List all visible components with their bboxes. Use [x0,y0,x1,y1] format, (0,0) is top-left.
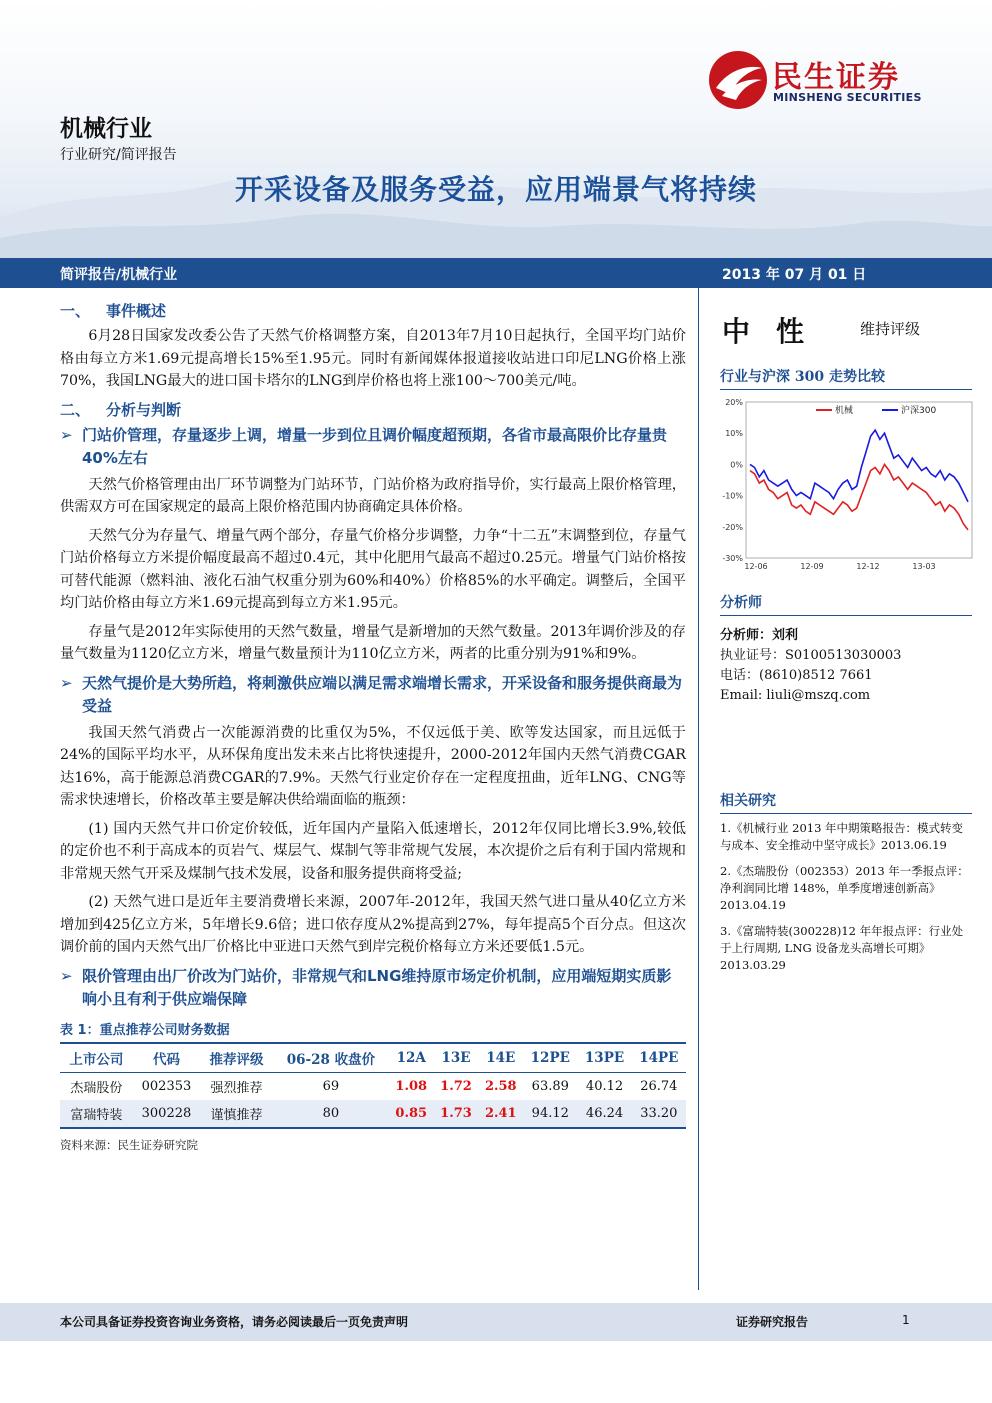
table-cell: 69 [322,1078,340,1094]
series-line-hs300 [750,430,968,502]
arrow-icon: ➢ [60,425,73,444]
bullet-heading: ➢ 限价管理由出厂价改为门站价，非常规气和LNG维持原市场定价机制，应用端短期实质影响小且有利于供应端保障 [60,966,672,1008]
section-heading-1: 一、 事件概述 [60,302,167,320]
chart-heading: 行业与沪深 300 走势比较 [720,366,972,390]
bar-left-label: 简评报告/机械行业 [60,267,178,283]
table-row [60,1072,686,1100]
table-header-cell: 12PE [523,1043,577,1073]
y-tick-label: -10% [722,491,743,501]
x-tick-label: 12-09 [800,562,824,571]
arrow-icon: ➢ [60,966,73,985]
table-cell: 40.12 [585,1078,624,1094]
y-tick-label: 20% [725,398,743,407]
footer [0,1303,992,1341]
y-tick-label: 10% [725,429,743,439]
table-cell: 002353 [141,1078,192,1094]
rating-sub: 维持评级 [860,320,921,338]
table-header-cell: 13E [434,1043,479,1073]
table-cell: 1.08 [395,1078,428,1094]
table-header-cell: 13PE [577,1043,631,1073]
analyst-info [720,626,901,706]
rating: 中性 [722,315,831,348]
table-cell: 94.12 [523,1100,577,1128]
x-tick-label: 13-03 [912,562,936,571]
table-cell: 杰瑞股份 [70,1080,123,1096]
report-title: 开采设备及服务受益，应用端景气将持续 [234,173,757,206]
analyst-phone: 电话：(8610)8512 7661 [720,668,873,683]
column-divider [698,288,699,1290]
paragraph: (2) 天然气进口是近年主要消费增长来源，2007年-2012年，我国天然气进口量从40亿立方米增加到425亿立方米，5年增长9.6倍；进口依存度从2%提高到27%，每年提高5个百分点。但这次调价前的国内天然气出厂价格比中亚进口天然气到岸完税价格每立方米还要低1.5元。 [60,894,686,955]
section-heading-2: 二、 分析与判断 [60,400,182,419]
table-header-cell: 14E [478,1043,523,1073]
table-cell: 63.89 [531,1078,569,1094]
report-date: 2013 年 07 月 01 日 [722,267,867,283]
table-title: 表 1：重点推荐公司财务数据 [60,1022,230,1038]
related-item[interactable]: 2.《杰瑞股份（002353）2013 年一季报点评：净利润同比增 148%，单季度增速创新高》2013.04.19 [720,864,969,912]
table-cell: 2.41 [478,1100,523,1128]
table-cell: 26.74 [640,1078,678,1094]
table-row [60,1100,686,1128]
analyst-cert: 执业证号：S0100513030003 [720,648,902,663]
table-cell: 强烈推荐 [210,1080,263,1096]
page-number: 1 [902,1313,910,1327]
table-header-cell: 上市公司 [60,1043,133,1073]
financial-table [60,1042,686,1129]
table-source: 资料来源：民生证券研究院 [60,1137,198,1152]
paragraph: 存量气是2012年实际使用的天然气数量，增量气是新增加的天然气数量。2013年调价涉及的存量气数量为1120亿立方米，增量气数量预计为110亿立方米，两者的比重分别为91%和9%。 [60,623,686,662]
table-header-row [60,1043,686,1073]
bullet-heading: ➢ 门站价管理，存量逐步上调，增量一步到位且调价幅度超预期，各省市最高限价比存量贵40%左右 [60,425,668,467]
table-header-cell: 14PE [632,1043,686,1073]
industry-label: 机械行业 [60,116,152,142]
table-cell: 0.85 [389,1100,434,1128]
table-header-cell: 12A [389,1043,434,1073]
paragraph: 6月28日国家发改委公告了天然气价格调整方案，自2013年7月10日起执行，全国平均门站价格由每立方米1.69元提高增长15%至1.95元。同时有新闻媒体报道接收站进口印尼LNG价格上涨70%，我国LNG最大的进口国卡塔尔的LNG到岸价格也将上涨100～700美元/吨。 [60,328,686,389]
paragraph: 我国天然气消费占一次能源消费的比重仅为5%，不仅远低于美、欧等发达国家，而且远低于24%的国际平均水平，从环保角度出发未来占比将快速提升，2000-2012年国内天然气消费CGAR达16%，高于能源总消费CGAR的7.9%。天然气行业定价存在一定程度扭曲，近年LNG、CNG等需求快速增长，价格改革主要是解决供给端面临的瓶颈： [60,724,686,808]
minsheng-logo-icon [708,50,768,110]
table-cell: 谨慎推荐 [200,1100,273,1128]
table-cell: 1.73 [434,1100,479,1128]
related-item[interactable]: 3.《富瑞特装(300228)12 年年报点评：行业处于上行周期, LNG 设备龙头高增长可期》2013.03.29 [720,924,964,972]
table-cell: 300228 [133,1100,200,1128]
table-header-cell: 代码 [133,1043,200,1073]
table-cell: 2.58 [484,1078,517,1094]
x-tick-label: 12-06 [744,562,768,571]
footer-label: 证券研究报告 [736,1315,809,1329]
footer-disclaimer: 本公司具备证券投资咨询业务资格，请务必阅读最后一页免责声明 [60,1315,409,1329]
paragraph: 天然气价格管理由出厂环节调整为门站环节，门站价格为政府指导价，实行最高上限价格管理，供需双方可在国家规定的最高上限价格范围内协商确定具体价格。 [60,476,686,515]
table-cell: 富瑞特装 [60,1100,133,1128]
bullet-heading: ➢ 天然气提价是大势所趋，将刺激供应端以满足需求端增长需求，开采设备和服务提供商最为受益 [60,673,683,715]
analyst-heading: 分析师 [720,592,972,616]
legend-label: 沪深300 [901,406,937,416]
arrow-icon: ➢ [60,673,73,692]
table-header-cell: 06-28 收盘价 [273,1043,389,1073]
table-cell: 1.72 [440,1078,472,1094]
table-cell: 33.20 [632,1100,686,1128]
x-tick-label: 12-12 [856,562,880,571]
logo-text-cn: 民生证券 [772,60,900,95]
logo-text-en: MINSHENG SECURITIES [773,91,922,104]
trend-chart [720,394,974,574]
paragraph: 天然气分为存量气、增量气两个部分，存量气价格分步调整，力争“十二五”末调整到位，存量气门站价格每立方米提价幅度最高不超过0.4元，其中化肥用气最高不超过0.25元。增量气门站价格按可替代能源（燃料油、液化石油气权重分别为60%和40%）价格85%的水平确定。调整后，全国平均门站价格由每立方米1.69元提高到每立方米1.95元。 [60,527,686,611]
report-type: 行业研究/简评报告 [60,147,177,163]
section-bar [0,258,992,288]
related-item[interactable]: 1.《机械行业 2013 年中期策略报告：模式转变与成本、安全推动中坚守成长》2013.06.19 [720,821,964,852]
related-list [720,820,972,983]
table-header-cell: 推荐评级 [200,1043,273,1073]
paragraph: (1) 国内天然气井口价定价较低，近年国内产量陷入低速增长，2012年仅同比增长3.9%,较低的定价也不利于高成本的页岩气、煤层气、煤制气等非常规气发展，本次提价之后有利于国内常规和非常规天然气开采及煤制气技术发展，设备和服务提供商将受益; [60,820,686,882]
analyst-name: 分析师：刘利 [720,628,799,643]
y-tick-label: 0% [730,460,743,470]
y-tick-label: -30% [722,554,743,563]
table-cell: 80 [273,1100,389,1128]
main-column [60,298,686,1153]
legend-label: 机械 [835,406,854,416]
related-heading: 相关研究 [720,790,972,814]
table-cell: 46.24 [577,1100,631,1128]
y-tick-label: -20% [722,522,743,532]
analyst-email: Email: liuli@mszq.com [720,688,871,703]
